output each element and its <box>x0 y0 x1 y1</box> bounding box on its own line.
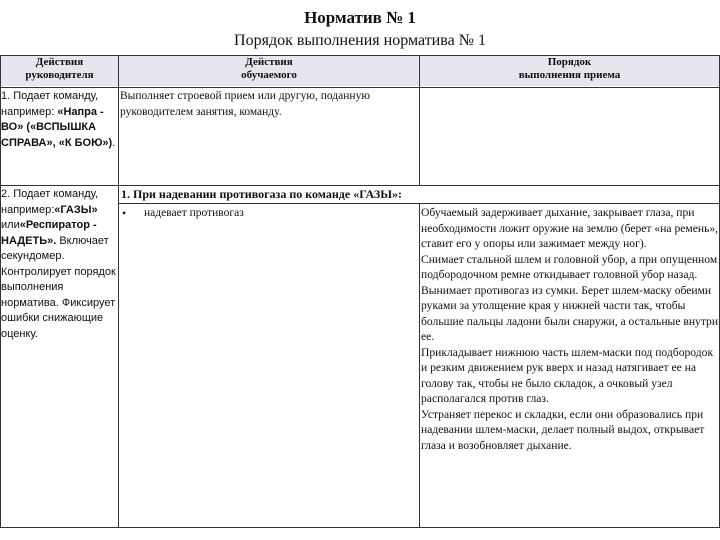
header-trainee-line1: Действия <box>245 56 293 68</box>
header-cell-trainee <box>119 56 419 86</box>
procedure-step-1: Обучаемый задерживает дыхание, закрывает глаза, при необходимости ложит оружие на землю (берет «на ремень», ставит его у опоры или зажимает между ног). <box>421 206 719 250</box>
header-trainee-line2: обучаемого <box>241 69 297 81</box>
row2-leader-text2: или <box>1 219 20 231</box>
row1-leader-command: «Напра - ВО» («ВСПЫШКА СПРАВА», «К БОЮ») <box>1 105 113 149</box>
row2-leader-command2: «Респиратор - НАДЕТЬ». <box>1 219 97 247</box>
procedure-cell <box>421 205 719 453</box>
row2-leader-text1: 2. Подает команду, например: <box>1 188 99 216</box>
procedure-step-4: Прикладывает нижнюю часть шлем-маски под подбородок и резким движением рук вверх и назад натягивает ее на голову так, чтобы не было складок, а очковый узел располагался против глаз. <box>421 345 714 405</box>
procedure-step-5: Устраняет перекос и складки, если они образовались при надевании шлем-маски, делает полный выдох, открывает глаза и возобновляет дыхание. <box>421 407 705 452</box>
row2-leader-command1: «ГАЗЫ» <box>54 203 98 216</box>
header-cell-leader <box>1 56 118 86</box>
row2-leader-text3: Включает секундомер. Контролирует порядок выполнения норматива. Фиксирует ошибки снижающие оценку. <box>1 234 116 340</box>
row1-leader-end: . <box>112 136 116 149</box>
header-leader-line1: Действия <box>35 56 84 68</box>
header-procedure-line1: Порядок <box>547 56 592 68</box>
table-border-bottom <box>0 527 720 528</box>
table-line-header-bottom <box>0 87 720 88</box>
header-cell-procedure <box>420 56 719 86</box>
procedure-step-2: Снимает стальной шлем и головной убор, а при опущенном подбородочном ремне откидывает головной убор назад. <box>421 252 718 281</box>
table-line-row1-bottom <box>0 185 720 186</box>
table-line-col2-bottom <box>419 203 420 528</box>
table-border-top <box>0 55 720 56</box>
page-subtitle: Порядок выполнения норматива № 1 <box>234 32 486 49</box>
table-line-col2-top <box>419 55 420 186</box>
row1-leader-cell <box>1 89 116 151</box>
procedure-step-3: Вынимает противогаз из сумки. Берет шлем-маску обеими руками за утолщение края у нижней части так, чтобы большие пальцы ладони были снаружи, а остальные внутри ее. <box>421 283 719 343</box>
header-procedure-line2: выполнения приема <box>518 69 621 81</box>
trainee-action-item: надевает противогаз <box>144 207 244 219</box>
page-title: Норматив № 1 <box>304 8 416 27</box>
row1-leader-text: 1. Подает команду, например: <box>1 90 99 118</box>
row1-trainee-cell: Выполняет строевой прием или другую, поданную руководителем занятия, команду. <box>120 90 370 118</box>
header-leader-line2: руководителя <box>25 69 94 81</box>
row2-leader-cell <box>1 187 116 342</box>
table-line-col1 <box>118 55 119 528</box>
bullet-marker: • <box>122 206 127 220</box>
section-heading: 1. При надевании противогаза по команде «ГАЗЫ»: <box>121 187 403 201</box>
